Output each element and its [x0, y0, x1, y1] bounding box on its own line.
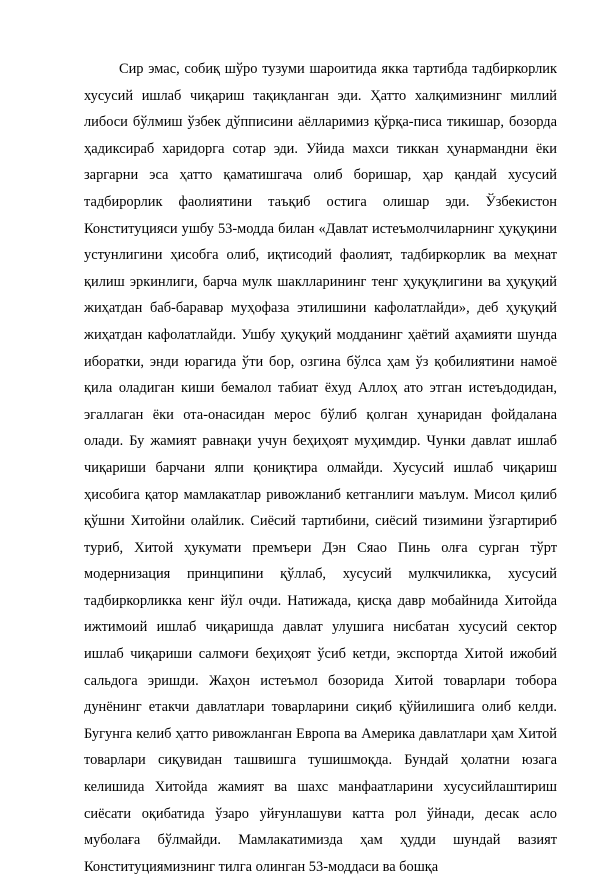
document-page	[84, 56, 557, 880]
body-paragraph: Сир эмас, собиқ шўро тузуми шароитида якка тартибда тадбиркорлик хусусий ишлаб чиқариш тақиқланган эди. Ҳатто халқимизнинг миллий либоси бўлмиш ўзбек дўпписини аёлларимиз қўрқа-писа тикишар, бозорда ҳадиксираб харидорга сотар эди. Уйида махси тиккан ҳунармандни ёки заргарни эса ҳатто қаматишгача олиб боришар, ҳар қандай хусусий тадбирорлик фаолиятини таъқиб остига олишар эди. Ўзбекистон Конституцияси ушбу 53-модда билан «Давлат истеъмолчиларнинг ҳуқуқини устунлигини ҳисобга олиб, иқтисодий фаолият, тадбиркорлик ва меҳнат қилиш эркинлиги, барча мулк шаклларининг тенг ҳуқуқлигини ва ҳуқуқий жиҳатдан баб-баравар муҳофаза этилишини кафолатлайди», деб ҳуқуқий жиҳатдан кафолатлайди. Ушбу ҳуқуқий модданинг ҳаётий аҳамияти шунда иборатки, энди юрагида ўти бор, озгина бўлса ҳам ўз қобилиятини намоё қила оладиган киши бемалол табиат ёхуд Аллоҳ ато этган истеъдодидан, эгаллаган ёки ота-онасидан мерос бўлиб қолган ҳунаридан фойдалана олади. Бу жамият равнақи учун беҳиҳоят муҳимдир. Чунки давлат ишлаб чиқариши барчани ялпи қониқтира олмайди. Хусусий ишлаб чиқариш ҳисобига қатор мамлакатлар ривожланиб кетганлиги маълум. Мисол қилиб қўшни Хитойни олайлик. Сиёсий тартибини, сиёсий тизимини ўзгартириб туриб, Хитой ҳукумати премъери Дэн Сяао Пинь олға сурган тўрт модернизация принципини қўллаб, хусусий мулкчиликка, хусусий тадбиркорликка кенг йўл очди. Натижада, қисқа давр мобайнида Хитойда ижтимоий ишлаб чиқаришда давлат улушига нисбатан хусусий сектор ишлаб чиқариши салмоғи беҳиҳоят ўсиб кетди, экспортда Хитой ижобий сальдога эришди. Жаҳон истеъмол бозорида Хитой товарлари тобора дунёнинг етакчи давлатлари товарларини сиқиб қўйилишига олиб келди. Бугунга келиб ҳатто ривожланган Европа ва Америка давлатлари ҳам Хитой товарлари сиқувидан ташвишга тушишмоқда. Бундай ҳолатни юзага келишида Хитойда жамият ва шахс манфаатларини хусусийлаштириш сиёсати оқибатида ўзаро уйғунлашуви катта рол ўйнади, десак асло муболаға бўлмайди. Мамлакатимизда ҳам ҳудди шундай вазият Конституциямизнинг тилга олинган 53-моддаси ва бошқа	[84, 61, 557, 875]
